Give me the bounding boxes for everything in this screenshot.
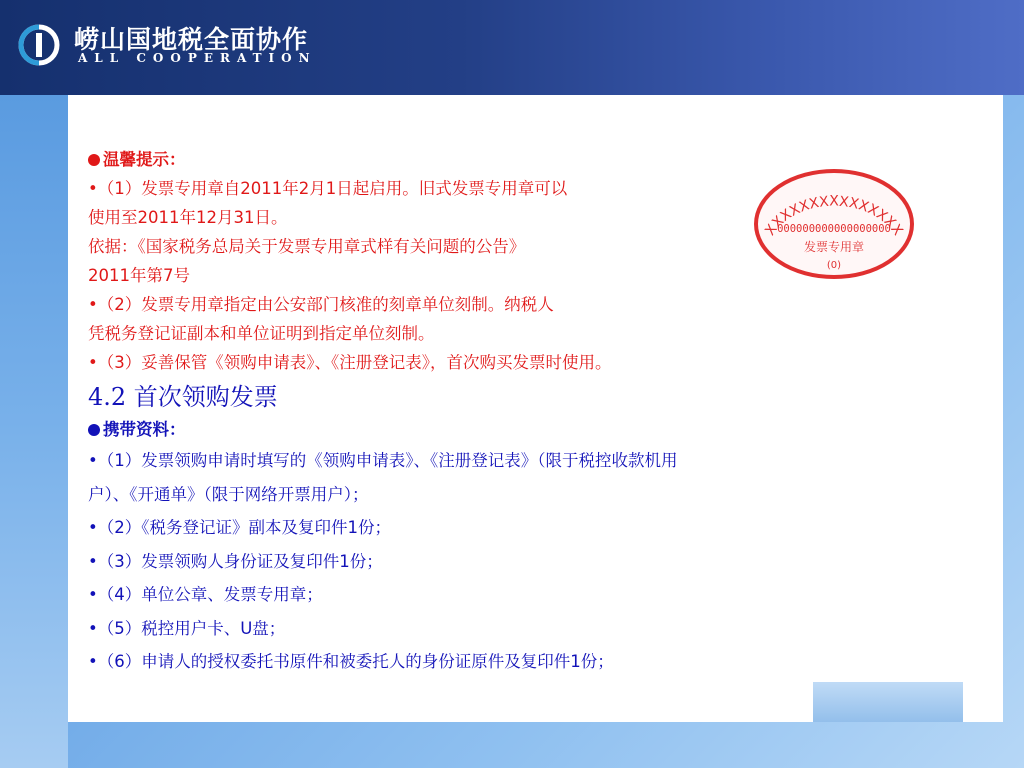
- seal-number: 000000000000000000: [777, 223, 891, 235]
- notice-line: 依据：《国家税务总局关于发票专用章式样有关问题的公告》: [88, 237, 526, 256]
- list-item: 户）、《开通单》（限于网络开票用户）；: [88, 484, 369, 504]
- logo-title-en: ALL COOPERATION: [78, 51, 317, 65]
- invoice-seal-image: [752, 168, 916, 280]
- notice-line: •（1）发票专用章自2011年2月1日起启用。旧式发票专用章可以: [88, 179, 568, 198]
- section-title: 4.2 首次领购发票: [88, 383, 278, 411]
- bullet-dot-icon: [88, 154, 100, 166]
- logo-title-cn: 崂山国地税全面协作: [74, 25, 309, 54]
- notice-line: 使用至2011年12月31日。: [88, 208, 288, 227]
- notice-line: •（3）妥善保管《领购申请表》、《注册登记表》，首次购买发票时使用。: [88, 353, 612, 372]
- list-item: •（4）单位公章、发票专用章；: [88, 585, 323, 604]
- section-heading-row: [88, 415, 988, 444]
- notice-line: •（2）发票专用章指定由公安部门核准的刻章单位刻制。纳税人: [88, 295, 554, 314]
- bullet-dot-icon: [88, 424, 100, 436]
- seal-label: 发票专用章: [803, 240, 865, 254]
- list-item: •（6）申请人的授权委托书原件和被委托人的身份证原件及复印件1份；: [88, 652, 614, 671]
- header-banner: [0, 0, 1024, 95]
- list-item: •（5）税控用户卡、U盘；: [88, 618, 286, 638]
- section-heading: 携带资料：: [103, 420, 186, 439]
- list-item: •（1）发票领购申请时填写的《领购申请表》、《注册登记表》（限于税控收款机用: [88, 451, 678, 470]
- corner-decoration: [813, 682, 963, 722]
- list-item: •（2）《税务登记证》副本及复印件1份；: [88, 518, 391, 537]
- left-decorative-stripe: [0, 95, 68, 768]
- list-item: •（3）发票领购人身份证及复印件1份；: [88, 551, 383, 571]
- notice-line: 凭税务登记证副本和单位证明到指定单位刻制。: [88, 324, 435, 343]
- notice-line: 2011年第7号: [88, 266, 190, 285]
- notice-heading: 温馨提示：: [103, 150, 186, 169]
- seal-arc-text: XXXXXXXXXXXXXXX: [762, 193, 906, 239]
- seal-code: (0): [826, 260, 842, 271]
- materials-list: [88, 444, 988, 679]
- logo-icon: [18, 24, 60, 66]
